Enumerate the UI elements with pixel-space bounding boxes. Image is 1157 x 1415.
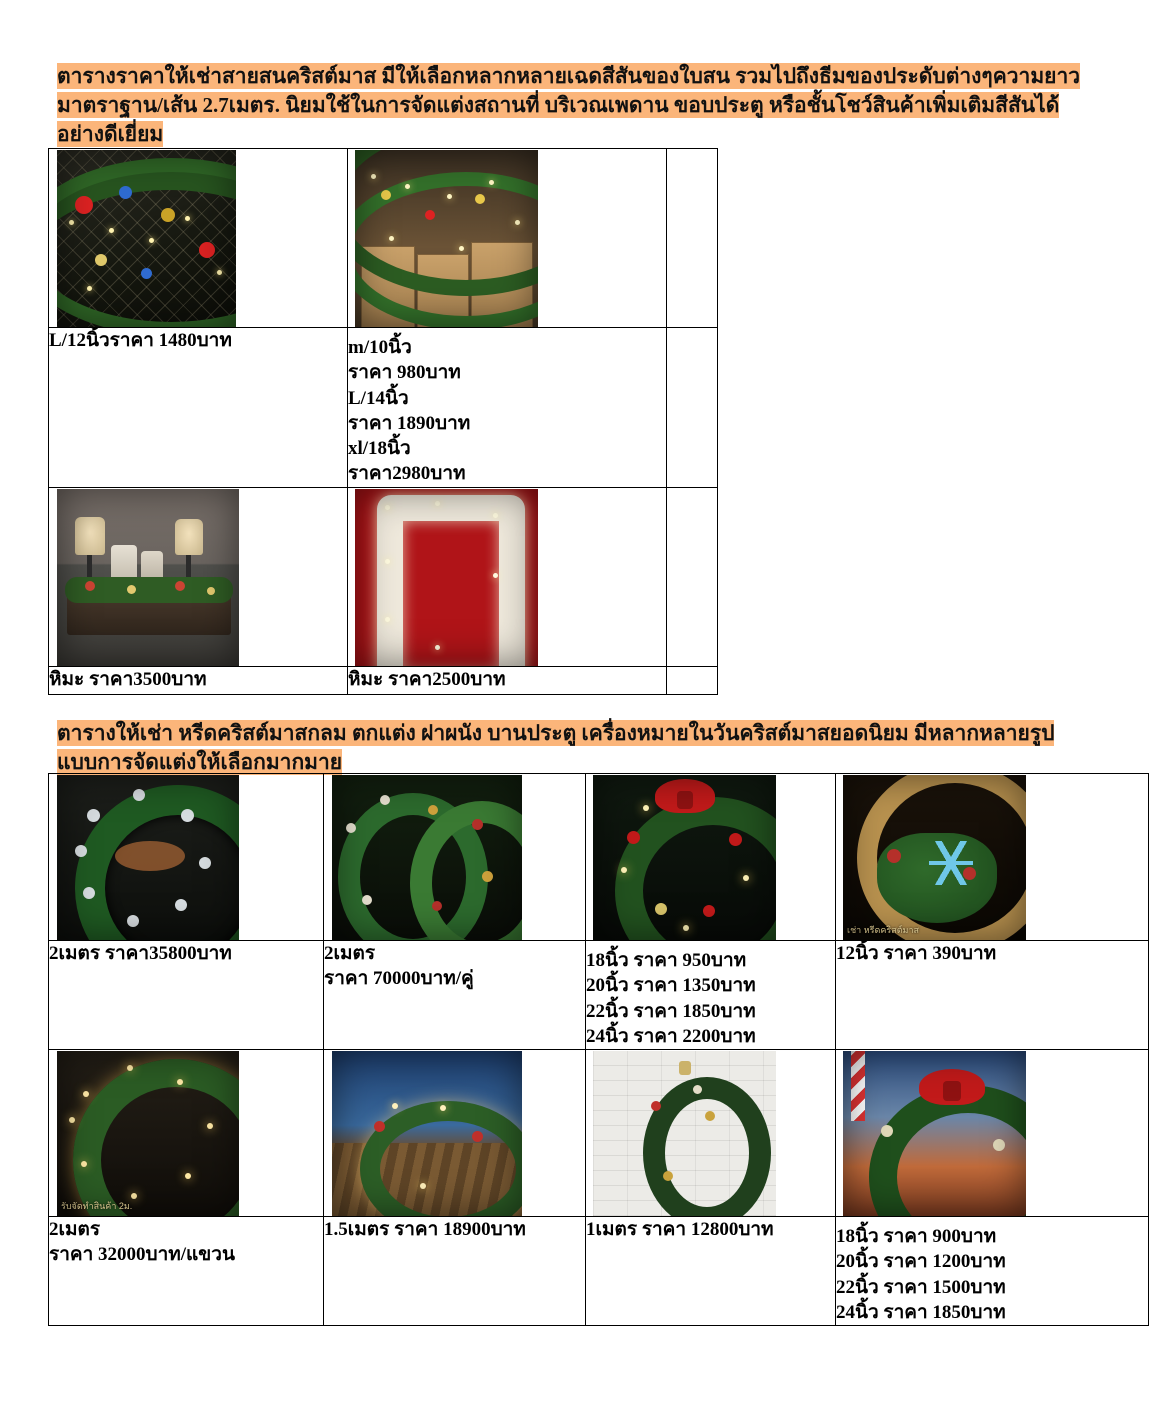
price-m10-L14-xl18-cell: [348, 328, 667, 488]
price-line: 2เมตร: [324, 943, 376, 964]
price-line: หิมะ ราคา2500บาท: [348, 668, 506, 690]
price-line: ราคา 70000บาท/คู่: [324, 968, 474, 990]
green-wreath-silver-baubles-photo: [57, 775, 239, 940]
section1-heading: [57, 62, 1097, 149]
table-row: [49, 774, 1149, 941]
price-line: 22นิ้ว ราคา 1850บาท: [586, 1000, 756, 1022]
price-line: ราคา 32000บาท/แขวน: [49, 1244, 235, 1266]
pair-of-wreaths-photo: [332, 775, 522, 940]
price-line: 24นิ้ว ราคา 2200บาท: [586, 1025, 756, 1047]
price-L12-cell: [49, 328, 348, 488]
section1-heading-text: ตารางราคาให้เช่าสายสนคริสต์มาส มีให้เลือกหลากหลายเฉดสีสันของใบสน รวมไปถึงธีมของประดับต่างๆความยาวมาตราฐาน/เส้น 2.7เมตร. นิยมใช้ในการจัดแต่งสถานที่ บริเวณเพดาน ขอบประตู หรือชั้นโชว์สินค้าเพิ่มเติมสีสันได้อย่างดีเยี่ยม: [57, 64, 1081, 146]
price-snow-3500-cell: [49, 666, 348, 694]
price-18-20-22-24-a-cell: [586, 941, 836, 1050]
garland-price-table: [48, 148, 718, 695]
table-row: [49, 328, 718, 488]
price-line: xl/18นิ้ว: [348, 438, 411, 460]
cell-wreath-red-bow: [586, 774, 836, 941]
wreath-red-bow-mall-photo: [843, 1051, 1026, 1216]
price-line: ราคา 980บาท: [348, 362, 461, 384]
cell-garland-on-mesh-fence: [49, 149, 348, 328]
cell-lit-wreath-warm: [49, 1050, 324, 1217]
outdoor-wreath-dusk-photo: [332, 1051, 522, 1216]
price-2m-35800-cell: [49, 941, 324, 1050]
price-2m-70000-pair-cell: [324, 941, 586, 1050]
cell-wreath-white-brick: [586, 1050, 836, 1217]
table-row: [49, 149, 718, 328]
cell-wreath-red-bow-mall: [836, 1050, 1149, 1217]
table-row: [49, 1050, 1149, 1217]
table-row: [49, 941, 1149, 1050]
cell-pair-of-wreaths: [324, 774, 586, 941]
price-1m-12800-cell: [586, 1217, 836, 1326]
price-line: 22นิ้ว ราคา 1500บาท: [836, 1276, 1006, 1298]
wreath-with-red-bow-photo: [593, 775, 776, 940]
empty-cell: [667, 328, 718, 488]
table-row: [49, 487, 718, 666]
price-line: 1.5เมตร ราคา 18900บาท: [324, 1219, 526, 1241]
lit-wreath-warm-lights-photo: [57, 1051, 239, 1216]
price-line: ราคา 1890บาท: [348, 412, 471, 434]
price-line: 2เมตร ราคา35800บาท: [49, 943, 232, 964]
cell-outdoor-wreath-dusk: [324, 1050, 586, 1217]
price-line: L/14นิ้ว: [348, 387, 409, 409]
price-line: 20นิ้ว ราคา 1350บาท: [586, 975, 756, 997]
cell-wreath-snowflake: [836, 774, 1149, 941]
price-line: 20นิ้ว ราคา 1200บาท: [836, 1251, 1006, 1273]
price-line: 12นิ้ว ราคา 390บาท: [836, 943, 997, 964]
photo-caption: รับจัดทำสินค้า 2ม.: [61, 1201, 133, 1212]
price-line: 1เมตร ราคา 12800บาท: [586, 1219, 774, 1241]
wreath-on-white-brick-wall-photo: [593, 1051, 776, 1216]
table-row: [49, 1217, 1149, 1326]
empty-cell: [667, 149, 718, 328]
section2-table-wrapper: [48, 773, 1149, 1326]
price-line: ราคา2980บาท: [348, 463, 466, 485]
empty-cell: [667, 487, 718, 666]
garland-over-gift-boxes-photo: [355, 150, 538, 327]
price-snow-2500-cell: [348, 666, 667, 694]
wreath-price-table: [48, 773, 1149, 1326]
cell-console-table-garland: [49, 487, 348, 666]
garland-on-mesh-fence-photo: [57, 150, 236, 327]
price-line: 18นิ้ว ราคา 900บาท: [836, 1226, 997, 1248]
price-line: 2เมตร: [49, 1219, 101, 1241]
empty-cell: [667, 666, 718, 694]
price-2m-32000-cell: [49, 1217, 324, 1326]
white-garland-red-frame-photo: [355, 489, 538, 666]
cell-green-wreath-silver: [49, 774, 324, 941]
price-line: 18นิ้ว ราคา 950บาท: [586, 950, 747, 971]
price-line: m/10นิ้ว: [348, 337, 412, 358]
cell-garland-over-gift-boxes: [348, 149, 667, 328]
price-line: 24นิ้ว ราคา 1850บาท: [836, 1301, 1006, 1323]
table-row: [49, 666, 718, 694]
photo-caption: เช่า หรีดคริสต์มาส: [847, 925, 920, 935]
price-L12-line-0: L/12นิ้วราคา 1480บาท: [49, 330, 232, 351]
section2-heading-text: ตารางให้เช่า หรีดคริสต์มาสกลม ตกแต่ง ฝาผนัง บานประตู เครื่องหมายในวันคริสต์มาสยอดนิยม มีหลากหลายรูปแบบการจัดแต่งให้เลือกมากมาย: [57, 721, 1055, 774]
price-18-20-22-24-b-cell: [836, 1217, 1149, 1326]
price-12inch-390-cell: [836, 941, 1149, 1050]
section1-table-wrapper: [48, 148, 718, 695]
wreath-with-snowflake-photo: [843, 775, 1026, 940]
console-table-garland-photo: [57, 489, 239, 666]
price-1-5m-18900-cell: [324, 1217, 586, 1326]
price-line: หิมะ ราคา3500บาท: [49, 668, 207, 690]
cell-white-garland-red-frame: [348, 487, 667, 666]
section2-heading: [57, 719, 1067, 777]
